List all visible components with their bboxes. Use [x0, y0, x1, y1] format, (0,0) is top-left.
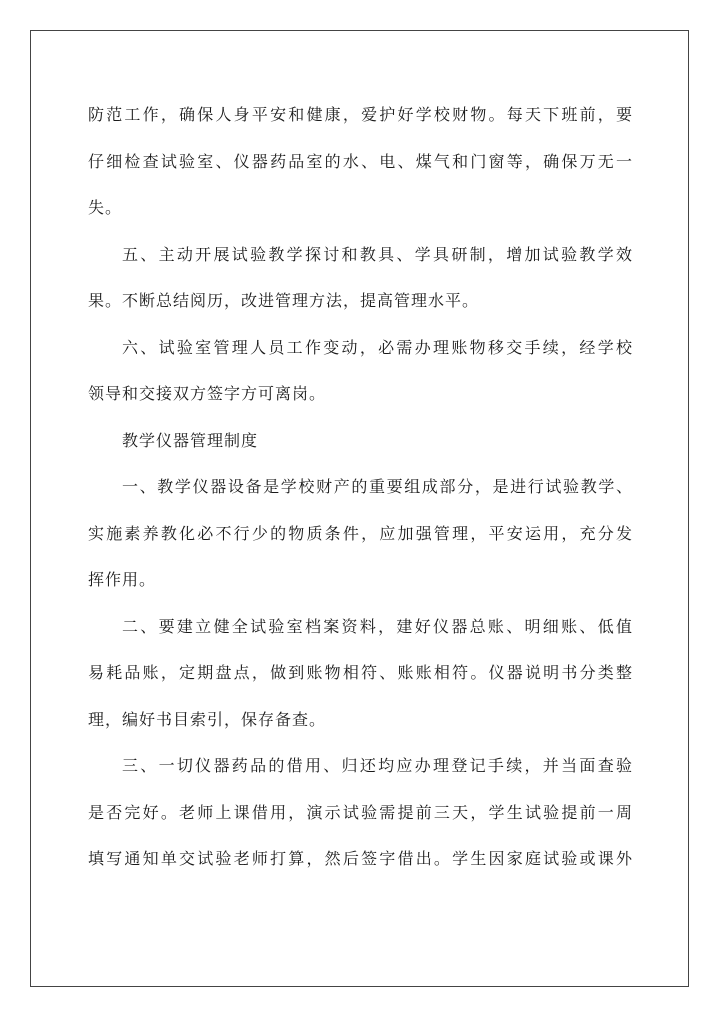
paragraph-line: 实施素养教化必不行少的物质条件，应加强管理，平安运用，充分发 — [88, 523, 633, 543]
paragraph-line: 一、教学仪器设备是学校财产的重要组成部分，是进行试验教学、 — [122, 477, 633, 496]
paragraph-line: 果。不断总结阅历，改进管理方法，提高管理水平。 — [88, 291, 480, 310]
paragraph-line: 领导和交接双方签字方可离岗。 — [88, 384, 327, 403]
section-heading: 教学仪器管理制度 — [122, 430, 259, 450]
paragraph-line: 防范工作，确保人身平安和健康，爱护好学校财物。每天下班前，要 — [88, 105, 633, 124]
paragraph-line: 失。 — [88, 198, 123, 217]
paragraph-line: 是否完好。老师上课借用，演示试验需提前三天，学生试验提前一周 — [88, 802, 633, 822]
paragraph-line: 仔细检查试验室、仪器药品室的水、电、煤气和门窗等，确保万无一 — [88, 151, 633, 171]
paragraph-line: 理，编好书目索引，保存备查。 — [88, 709, 327, 729]
paragraph-line: 三、一切仪器药品的借用、归还均应办理登记手续，并当面查验 — [122, 756, 633, 775]
paragraph-line: 易耗品账，定期盘点，做到账物相符、账账相符。仪器说明书分类整 — [88, 663, 633, 682]
paragraph-line: 二、要建立健全试验室档案资料，建好仪器总账、明细账、低值 — [122, 616, 633, 636]
paragraph-line: 六、试验室管理人员工作变动，必需办理账物移交手续，经学校 — [122, 337, 633, 357]
document-body — [88, 92, 633, 883]
paragraph-line: 五、主动开展试验教学探讨和教具、学具研制，增加试验教学效 — [122, 244, 633, 264]
paragraph-line: 挥作用。 — [88, 570, 157, 589]
paragraph-line: 填写通知单交试验老师打算，然后签字借出。学生因家庭试验或课外 — [88, 849, 633, 868]
